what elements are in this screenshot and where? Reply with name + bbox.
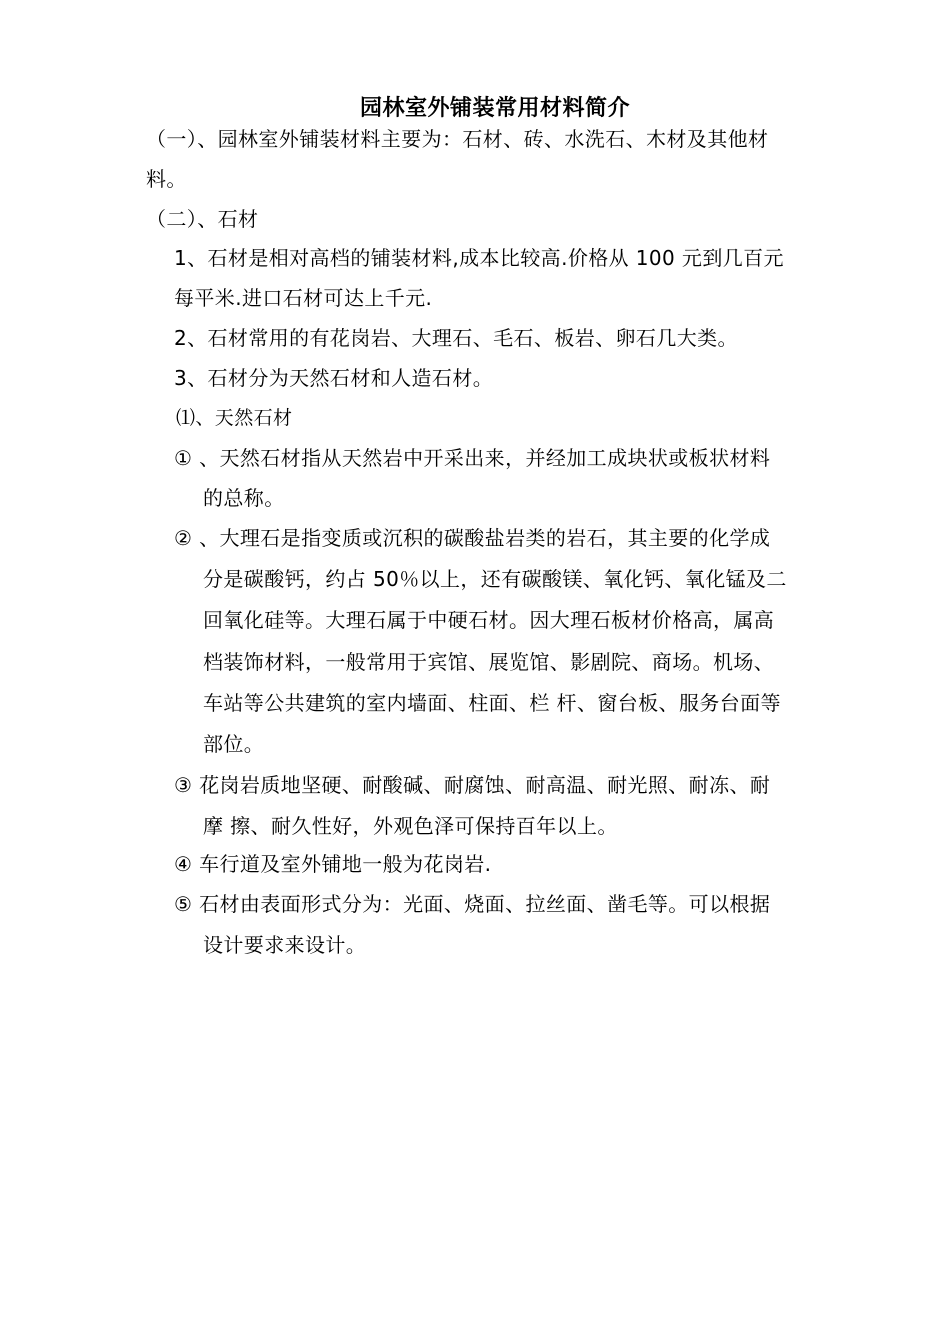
item-3-text: 3、石材分为天然石材和人造石材。: [174, 366, 494, 390]
point-4-text: ④ 车行道及室外铺地一般为花岗岩.: [174, 852, 492, 876]
point-2-text-cont-3: 档装饰材料，一般常用于宾馆、展览馆、影剧院、商场。机场、: [203, 650, 775, 674]
point-1-text: ① 、天然石材指从天然岩中开采出来，并经加工成块状或板状材料: [174, 446, 771, 470]
section-two-heading: （二）、石材: [146, 207, 259, 231]
point-5-text: ⑤ 石材由表面形式分为：光面、烧面、拉丝面、凿毛等。可以根据: [174, 892, 771, 916]
document-title: 园林室外铺装常用材料简介: [359, 96, 630, 121]
subsection-natural-stone-heading: ⑴、天然石材: [176, 407, 293, 429]
point-1-text-cont: 的总称。: [203, 486, 285, 510]
item-2-text: 2、石材常用的有花岗岩、大理石、毛石、板岩、卵石几大类。: [174, 326, 738, 350]
point-3-text: ③ 花岗岩质地坚硬、耐酸碱、耐腐蚀、耐高温、耐光照、耐冻、耐: [174, 773, 771, 797]
section-one-text: （一）、园林室外铺装材料主要为：石材、砖、水洗石、木材及其他材: [146, 127, 769, 151]
point-5-text-cont: 设计要求来设计。: [203, 933, 367, 957]
item-1-text: 1、石材是相对高档的铺装材料,成本比较高.价格从 100 元到几百元: [174, 246, 784, 270]
point-3-text-cont: 摩 擦、耐久性好，外观色泽可保持百年以上。: [203, 814, 618, 838]
point-2-text-cont-4: 车站等公共建筑的室内墙面、柱面、栏 杆、窗台板、服务台面等: [203, 691, 781, 715]
point-2-text: ② 、大理石是指变质或沉积的碳酸盐岩类的岩石，其主要的化学成: [174, 526, 771, 550]
section-one-text-cont: 料。: [146, 167, 187, 191]
point-2-text-cont-1: 分是碳酸钙，约占 50％以上，还有碳酸镁、氧化钙、氧化锰及二: [203, 567, 787, 591]
point-2-text-cont-2: 回氧化硅等。大理石属于中硬石材。因大理石板材价格高，属高: [203, 608, 775, 632]
item-1-text-cont: 每平米.进口石材可达上千元.: [174, 286, 433, 310]
point-2-text-cont-5: 部位。: [203, 732, 265, 756]
